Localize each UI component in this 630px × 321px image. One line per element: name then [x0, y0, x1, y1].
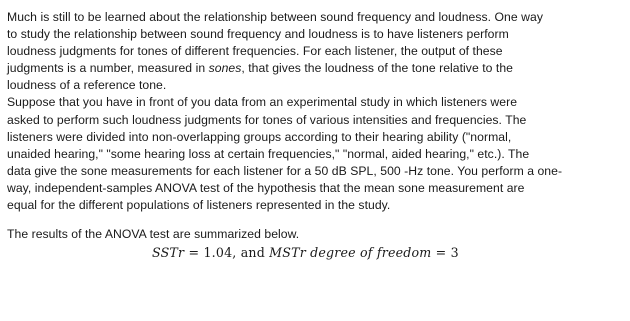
mstr-df-label: MSTr degree of freedom: [269, 245, 432, 261]
text-line: listeners were divided into non-overlapping groups according to their hearing ability ("normal,: [7, 129, 512, 144]
intro-paragraph: [7, 9, 623, 94]
text-line: way, independent-samples ANOVA test of the hypothesis that the mean sone measurement are: [7, 180, 525, 195]
text-line: to study the relationship between sound frequency and loudness is to have listeners perform: [7, 27, 509, 42]
results-paragraph: [7, 226, 623, 243]
sones-term: sones: [208, 61, 242, 76]
text-segment: , that gives the loudness of the tone relative to the: [241, 61, 514, 76]
scenario-paragraph: [7, 94, 623, 214]
equals-sign: =: [184, 245, 204, 261]
text-line: asked to perform such loudness judgments for tones of various intensities and frequencies. The: [7, 112, 527, 127]
anova-formula: [152, 244, 623, 261]
text-line: Much is still to be learned about the relationship between sound frequency and loudness. One way: [7, 10, 543, 24]
text-line: Suppose that you have in front of you data from an experimental study in which listeners were: [7, 95, 518, 110]
text-line: loudness judgments for tones of different frequencies. For each listener, the output of these: [7, 44, 503, 59]
results-intro: The results of the ANOVA test are summarized below.: [7, 227, 300, 242]
text-segment: judgments is a number, measured in: [7, 61, 209, 76]
problem-text: [7, 9, 623, 261]
paragraph-spacer: [7, 214, 623, 226]
text-line: loudness of a reference tone.: [7, 78, 167, 93]
text-line: equal for the different populations of listeners represented in the study.: [7, 198, 391, 213]
conjunction-text: , and: [232, 245, 270, 261]
sstr-symbol: SSTr: [152, 245, 185, 261]
text-line: [7, 60, 623, 77]
text-line: unaided hearing," "some hearing loss at certain frequencies," "normal, aided hearing," etc.). The: [7, 146, 530, 161]
equals-sign: =: [431, 245, 451, 261]
text-line: data give the sone measurements for each listener for a 50 dB SPL, 500 -Hz tone. You perform a one-: [7, 163, 563, 178]
sstr-value: 1.04: [203, 245, 233, 261]
df-value: 3: [450, 245, 459, 261]
